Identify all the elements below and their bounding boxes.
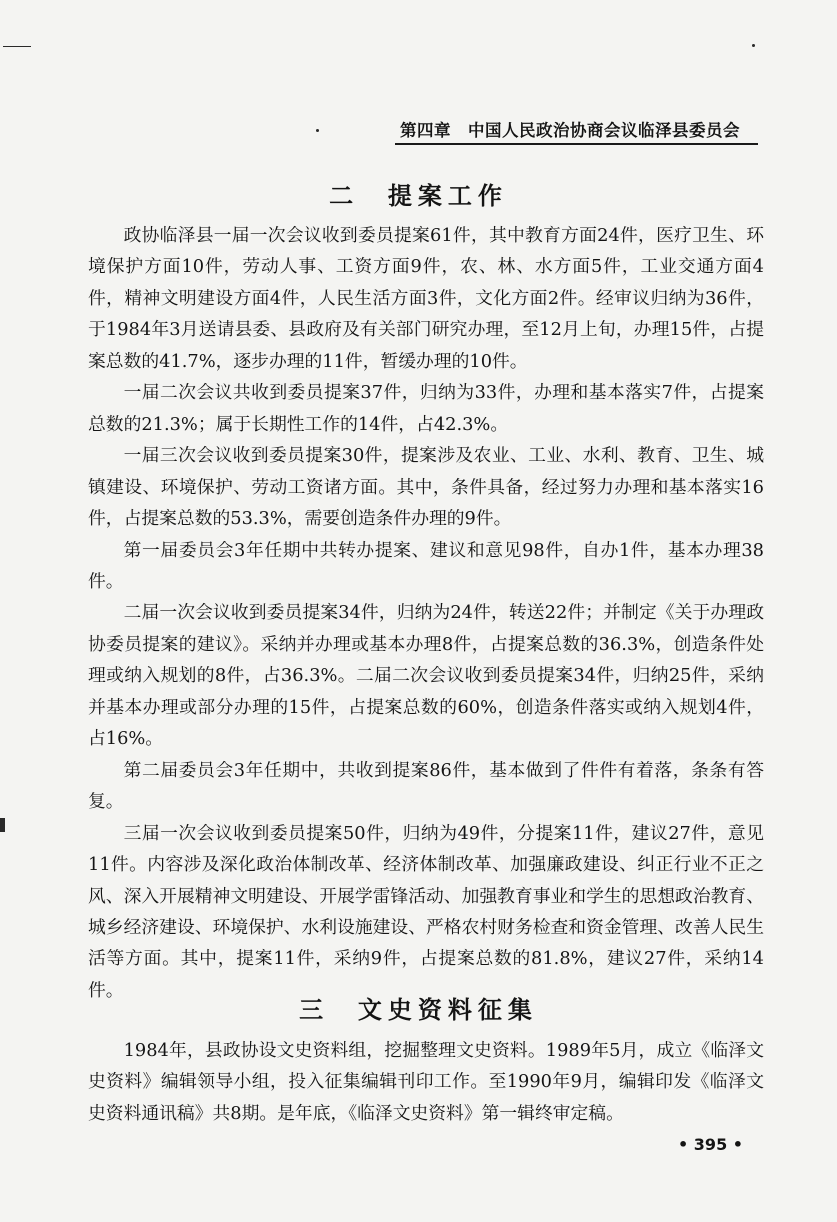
section-heading-historical-materials: 三 文史资料征集 [299,996,538,1024]
historical-materials-body [88,1035,764,1129]
paragraph: 三届一次会议收到委员提案50件，归纳为49件，分提案11件，建议27件，意见11件。内容涉及深化政治体制改革、经济体制改革、加强廉政建设、纠正行业不正之风、深入开展精神文明建设、开展学雷锋活动、加强教育事业和学生的思想政治教育、城乡经济建设、环境保护、水利设施建设、严格农村财务检查和资金管理、改善人民生活等方面。其中，提案11件，采纳9件，占提案总数的81.8%，建议27件，采纳14件。 [88,822,764,1001]
paragraph: 一届三次会议收到委员提案30件，提案涉及农业、工业、水利、教育、卫生、城镇建设、环境保护、劳动工资诸方面。其中，条件具备，经过努力办理和基本落实16件，占提案总数的53.3%，需要创造条件办理的9件。 [88,445,764,530]
section-heading-proposals: 二 提案工作 [329,182,508,210]
paragraph: 第二届委员会3年任期中，共收到提案86件，基本做到了件件有着落，条条有答复。 [88,759,764,813]
page-number: • 395 • [678,1135,743,1154]
paragraph: 二届一次会议收到委员提案34件，归纳为24件，转送22件；并制定《关于办理政协委员提案的建议》。采纳并办理或基本办理8件，占提案总数的36.3%，创造条件处理或纳入规划的8件，占36.3%。二届二次会议收到委员提案34件，归纳25件，采纳并基本办理或部分办理的15件，占提案总数的60%，创造条件落实或纳入规划4件，占16%。 [88,602,764,750]
running-header: 第四章 中国人民政治协商会议临泽县委员会 [400,121,740,140]
header-rule [395,143,758,145]
scan-mark [752,44,755,47]
paragraph: 1984年，县政协设文史资料组，挖掘整理文史资料。1989年5月，成立《临泽文史资料》编辑领导小组，投入征集编辑刊印工作。至1990年9月，编辑印发《临泽文史资料通讯稿》共8期。是年底，《临泽文史资料》第一辑终审定稿。 [88,1040,764,1124]
paragraph: 政协临泽县一届一次会议收到委员提案61件，其中教育方面24件，医疗卫生、环境保护方面10件，劳动人事、工资方面9件，农、林、水方面5件，工业交通方面4件，精神文明建设方面4件，人民生活方面3件，文化方面2件。经审议归纳为36件，于1984年3月送请县委、县政府及有关部门研究办理，至12月上旬，办理15件，占提案总数的41.7%，逐步办理的11件，暂缓办理的10件。 [88,225,764,372]
scan-mark [316,129,319,132]
paragraph: 一届二次会议共收到委员提案37件，归纳为33件，办理和基本落实7件，占提案总数的21.3%；属于长期性工作的14件，占42.3%。 [88,382,764,435]
scan-mark [0,818,5,832]
proposals-body [88,220,764,1006]
scan-mark [3,46,31,47]
paragraph: 第一届委员会3年任期中共转办提案、建议和意见98件，自办1件，基本办理38件。 [88,539,764,592]
